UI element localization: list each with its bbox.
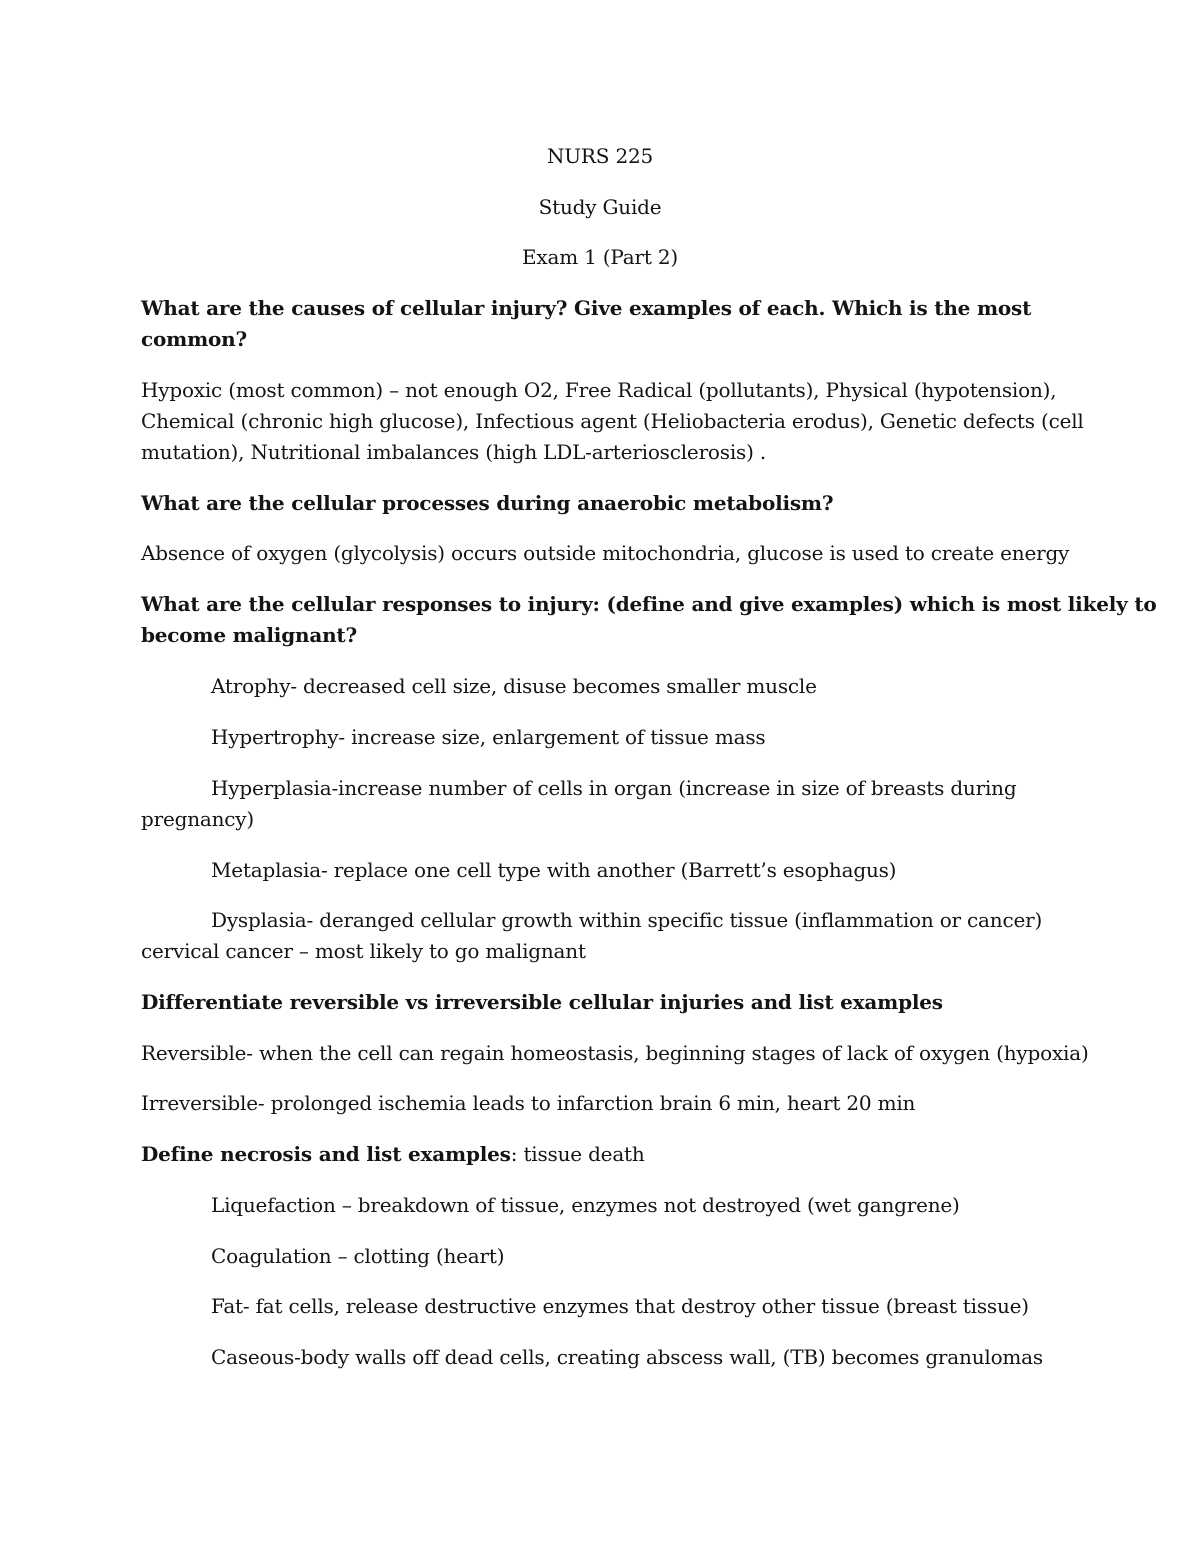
question-causes-line2: common? <box>141 327 248 351</box>
response-dysplasia-line1: Dysplasia- deranged cellular growth within specific tissue (inflammation or cancer) <box>211 908 1043 932</box>
response-hyperplasia-line1: Hyperplasia-increase number of cells in organ (increase in size of breasts during <box>211 776 1017 800</box>
necrosis-coagulation: Coagulation – clotting (heart) <box>211 1244 505 1268</box>
answer-reversible: Reversible- when the cell can regain homeostasis, beginning stages of lack of oxygen (hypoxia) <box>141 1041 1089 1065</box>
necrosis-fat: Fat- fat cells, release destructive enzymes that destroy other tissue (breast tissue) <box>211 1294 1029 1318</box>
answer-causes-line1: Hypoxic (most common) – not enough O2, Free Radical (pollutants), Physical (hypotension), <box>141 378 1057 402</box>
response-hypertrophy: Hypertrophy- increase size, enlargement of tissue mass <box>211 725 766 749</box>
course-code: NURS 225 <box>546 144 654 168</box>
answer-anaerobic: Absence of oxygen (glycolysis) occurs outside mitochondria, glucose is used to create energy <box>141 541 1070 565</box>
document-title: Study Guide <box>538 195 662 219</box>
answer-irreversible: Irreversible- prolonged ischemia leads to infarction brain 6 min, heart 20 min <box>141 1091 916 1115</box>
necrosis-liquefaction: Liquefaction – breakdown of tissue, enzymes not destroyed (wet gangrene) <box>211 1193 960 1217</box>
necrosis-definition: : tissue death <box>510 1142 645 1166</box>
answer-causes-line2: Chemical (chronic high glucose), Infectious agent (Heliobacteria erodus), Genetic defects (cell <box>141 409 1084 433</box>
question-necrosis <box>141 1139 1081 1170</box>
question-responses-line2: become malignant? <box>141 623 357 647</box>
exam-subtitle: Exam 1 (Part 2) <box>522 245 678 269</box>
necrosis-caseous: Caseous-body walls off dead cells, creating abscess wall, (TB) becomes granulomas <box>211 1345 1043 1369</box>
question-anaerobic: What are the cellular processes during anaerobic metabolism? <box>141 491 834 515</box>
question-causes-line1: What are the causes of cellular injury? Give examples of each. Which is the most <box>141 296 1032 320</box>
question-reversible: Differentiate reversible vs irreversible cellular injuries and list examples <box>141 990 943 1014</box>
answer-causes-line3: mutation), Nutritional imbalances (high LDL-arteriosclerosis) . <box>141 440 767 464</box>
necrosis-question-text: Define necrosis and list examples <box>141 1142 511 1166</box>
question-responses-line1: What are the cellular responses to injury: (define and give examples) which is most likely to <box>141 592 1157 616</box>
response-dysplasia-line2: cervical cancer – most likely to go malignant <box>141 939 586 963</box>
response-atrophy: Atrophy- decreased cell size, disuse becomes smaller muscle <box>211 674 817 698</box>
response-hyperplasia-line2: pregnancy) <box>141 807 254 831</box>
response-metaplasia: Metaplasia- replace one cell type with another (Barrett’s esophagus) <box>211 858 897 882</box>
